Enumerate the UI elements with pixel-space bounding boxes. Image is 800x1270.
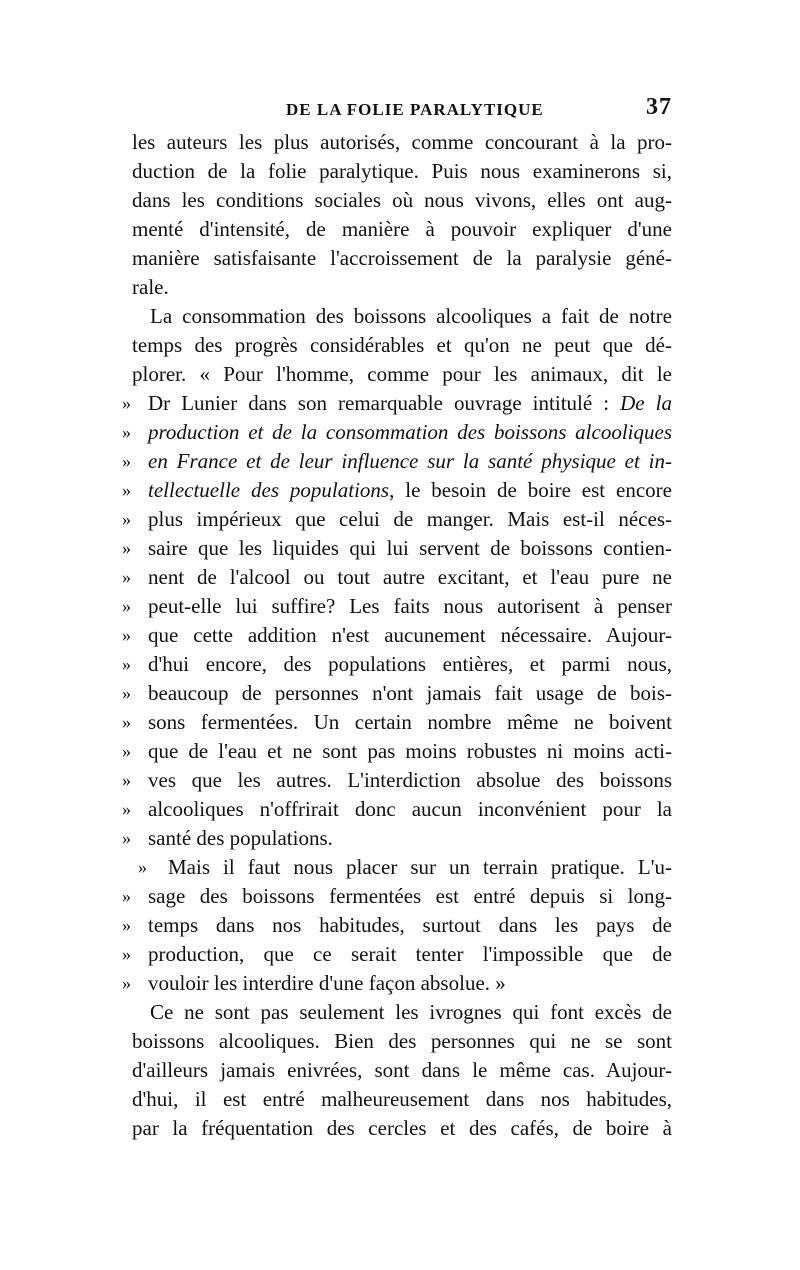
quote-line bbox=[122, 737, 672, 766]
quote-mark: » bbox=[122, 683, 131, 703]
quote-mark: » bbox=[122, 625, 131, 645]
quote-line bbox=[122, 447, 672, 476]
quote-mark: » bbox=[122, 770, 131, 790]
quote-line-text: temps dans nos habitudes, surtout dans les pays de bbox=[148, 913, 672, 937]
quote-mark: » bbox=[122, 509, 131, 529]
quote-mark: » bbox=[122, 654, 131, 674]
text-line: boissons alcooliques. Bien des personnes qui ne se sont bbox=[132, 1029, 672, 1053]
quote-line bbox=[132, 853, 672, 882]
quote-mark: » bbox=[122, 567, 131, 587]
quote-line-text: , le besoin de boire est encore bbox=[389, 478, 672, 502]
quote-line bbox=[122, 911, 672, 940]
quote-line bbox=[122, 708, 672, 737]
text-line: temps des progrès considérables et qu'on ne peut que dé- bbox=[132, 333, 672, 357]
quote-mark: » bbox=[122, 712, 131, 732]
quote-line bbox=[122, 650, 672, 679]
italic-title-text: en France et de leur influence sur la santé physique et in- bbox=[148, 449, 672, 473]
quote-line-text: saire que les liquides qui lui servent de boissons contien- bbox=[148, 536, 672, 560]
page-number: 37 bbox=[646, 94, 672, 120]
quote-line bbox=[122, 940, 672, 969]
quote-line bbox=[122, 621, 672, 650]
quote-mark: » bbox=[138, 857, 147, 877]
quote-line bbox=[122, 592, 672, 621]
paragraph-start-line: La consommation des boissons alcooliques a fait de notre bbox=[150, 304, 672, 328]
quote-line-text: alcooliques n'offrirait donc aucun inconvénient pour la bbox=[148, 797, 672, 821]
quote-line-text: plus impérieux que celui de manger. Mais est-il néces- bbox=[148, 507, 672, 531]
quote-line bbox=[122, 563, 672, 592]
quote-line-text: que cette addition n'est aucunement nécessaire. Aujour- bbox=[148, 623, 672, 647]
quote-line bbox=[122, 795, 672, 824]
italic-title-text: De la bbox=[620, 391, 672, 415]
quote-mark: » bbox=[122, 973, 131, 993]
quote-line-text: Mais il faut nous placer sur un terrain pratique. L'u- bbox=[168, 855, 672, 879]
quote-line-text: que de l'eau et ne sont pas moins robustes ni moins acti- bbox=[148, 739, 672, 763]
quote-line bbox=[122, 505, 672, 534]
quote-mark: » bbox=[122, 799, 131, 819]
text-line: menté d'intensité, de manière à pouvoir expliquer d'une bbox=[132, 217, 672, 241]
quote-mark: » bbox=[122, 393, 131, 413]
quote-line-text: peut-elle lui suffire? Les faits nous autorisent à penser bbox=[148, 594, 672, 618]
quote-mark: » bbox=[122, 422, 131, 442]
quote-line-text: ves que les autres. L'interdiction absolue des boissons bbox=[148, 768, 672, 792]
paragraph-start-line: Ce ne sont pas seulement les ivrognes qui font excès de bbox=[150, 1000, 672, 1024]
quote-line-text: beaucoup de personnes n'ont jamais fait usage de bois- bbox=[148, 681, 672, 705]
quotation-block bbox=[122, 389, 672, 998]
text-line: plorer. « Pour l'homme, comme pour les animaux, dit le bbox=[132, 362, 672, 386]
italic-title-text: production et de la consommation des boissons alcooliques bbox=[148, 420, 672, 444]
text-line: rale. bbox=[132, 275, 169, 299]
quote-line-text: Dr Lunier dans son remarquable ouvrage intitulé : bbox=[148, 391, 621, 415]
italic-title-text: tellectuelle des populations bbox=[148, 478, 390, 502]
quote-line-text: sage des boissons fermentées est entré depuis si long- bbox=[148, 884, 672, 908]
quote-line-text: production, que ce serait tenter l'impossible que de bbox=[148, 942, 672, 966]
quote-mark: » bbox=[122, 538, 131, 558]
quote-line bbox=[122, 824, 672, 853]
quote-line bbox=[122, 766, 672, 795]
quote-line bbox=[122, 418, 672, 447]
quote-mark: » bbox=[122, 451, 131, 471]
quote-line-text: nent de l'alcool ou tout autre excitant, et l'eau pure ne bbox=[148, 565, 672, 589]
quote-line bbox=[122, 969, 672, 998]
text-line: d'hui, il est entré malheureusement dans nos habitudes, bbox=[132, 1087, 672, 1111]
quote-mark: » bbox=[122, 480, 131, 500]
text-line: les auteurs les plus autorisés, comme concourant à la pro- bbox=[132, 130, 672, 154]
text-line: d'ailleurs jamais enivrées, sont dans le même cas. Aujour- bbox=[132, 1058, 672, 1082]
text-line: duction de la folie paralytique. Puis nous examinerons si, bbox=[132, 159, 672, 183]
quote-line-text: vouloir les interdire d'une façon absolue. » bbox=[148, 971, 506, 995]
quote-mark: » bbox=[122, 886, 131, 906]
quote-mark: » bbox=[122, 741, 131, 761]
quote-line-text: d'hui encore, des populations entières, et parmi nous, bbox=[148, 652, 672, 676]
running-title: DE LA FOLIE PARALYTIQUE bbox=[286, 100, 544, 119]
body-text bbox=[122, 128, 672, 1143]
quote-line-text: santé des populations. bbox=[148, 826, 333, 850]
text-line: dans les conditions sociales où nous vivons, elles ont aug- bbox=[132, 188, 672, 212]
quote-mark: » bbox=[122, 596, 131, 616]
quote-line bbox=[122, 476, 672, 505]
quote-line bbox=[122, 389, 672, 418]
quote-line bbox=[122, 679, 672, 708]
quote-mark: » bbox=[122, 828, 131, 848]
text-line: manière satisfaisante l'accroissement de la paralysie géné- bbox=[132, 246, 672, 270]
text-line: par la fréquentation des cercles et des cafés, de boire à bbox=[132, 1116, 672, 1140]
quote-mark: » bbox=[122, 915, 131, 935]
running-head bbox=[286, 94, 672, 124]
quote-line bbox=[122, 534, 672, 563]
quote-mark: » bbox=[122, 944, 131, 964]
quote-line bbox=[122, 882, 672, 911]
quote-line-text: sons fermentées. Un certain nombre même ne boivent bbox=[148, 710, 672, 734]
